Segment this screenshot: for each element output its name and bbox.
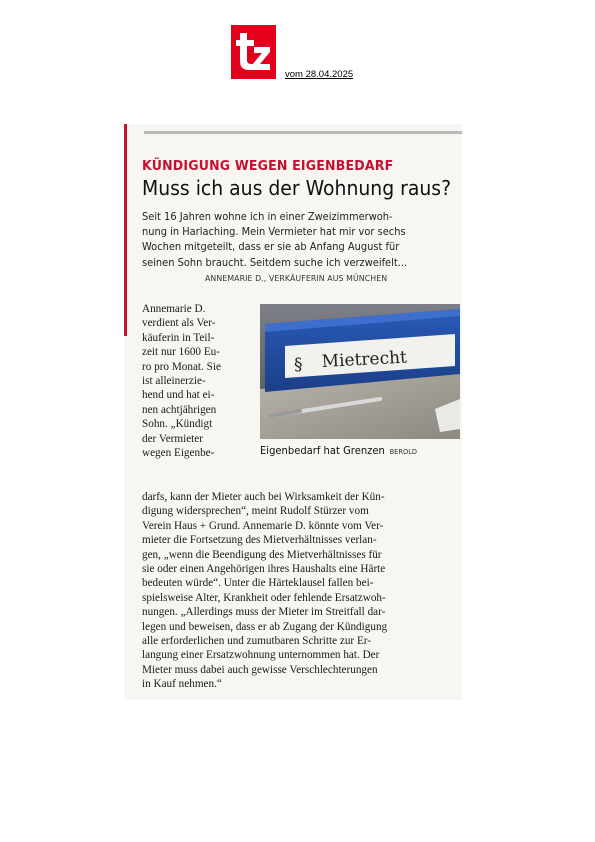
body-line: Mieter muss dabei auch gewisse Verschlechterungen	[142, 663, 378, 676]
publication-date: vom 28.04.2025	[285, 69, 354, 80]
body-line: in Kauf nehmen.“	[142, 678, 222, 691]
body-line: mieter die Fortsetzung des Mietverhältnisses verlan-	[142, 534, 377, 547]
body-line: käuferin in Teil-	[142, 331, 215, 344]
body-line: ist alleinerzie-	[142, 375, 206, 388]
accent-bar	[124, 124, 127, 336]
body-line: sie oder einen Angehörigen ihres Haushalts eine Härte	[142, 563, 386, 576]
body-line: langung einer Ersatzwohnung unternommen hat. Der	[142, 649, 380, 662]
body-line: gen, „wenn die Beendigung des Mietverhältnisses für	[142, 548, 382, 561]
body-line: nen achtjährigen	[142, 403, 217, 416]
body-line: ro pro Monat. Sie	[142, 360, 221, 373]
lead-line: seinen Sohn braucht. Seitdem suche ich verzweifelt...	[142, 256, 408, 269]
body-line: digung widersprechen“, meint Rudolf Stürzer vom	[142, 505, 369, 518]
body-line: darfs, kann der Mieter auch bei Wirksamkeit der Kün-	[142, 491, 385, 503]
body-line: Annemarie D.	[142, 303, 206, 315]
body-line: spielsweise Alter, Krankheit oder fehlende Ersatzwoh-	[142, 591, 386, 604]
lead-line: nung in Harlaching. Mein Vermieter hat mir vor sechs	[142, 226, 406, 239]
body-line: der Vermieter	[142, 432, 203, 445]
body-text-column	[142, 302, 252, 460]
lead-line: Wochen mitgeteilt, dass er sie ab Anfang August für	[142, 241, 400, 254]
body-line: Verein Haus + Grund. Annemarie D. könnte vom Ver-	[142, 519, 384, 532]
caption-text: Eigenbedarf hat Grenzen	[260, 445, 385, 457]
body-line: nungen. „Allerdings muss der Mieter im Streitfall dar-	[142, 606, 386, 619]
body-line: alle erforderlichen und zumutbaren Schritte zur Er-	[142, 635, 372, 648]
body-line: wegen Eigenbe-	[142, 447, 215, 460]
photo-credit: BEROLD	[389, 448, 418, 456]
article-headline: Muss ich aus der Wohnung raus?	[142, 176, 452, 200]
body-line: hend und hat ei-	[142, 389, 215, 402]
folder-label: Mietrecht	[321, 347, 408, 372]
paragraph-sign: §	[294, 355, 303, 375]
body-text-full-width	[142, 490, 460, 692]
body-line: zeit nur 1600 Eu-	[142, 346, 220, 359]
reader-credit: ANNEMARIE D., VERKÄUFERIN AUS MÜNCHEN	[205, 274, 388, 283]
body-line: bedeuten würde“. Unter die Härteklausel fallen bei-	[142, 577, 374, 590]
lead-line: Seit 16 Jahren wohne ich in einer Zweizimmerwoh-	[142, 211, 393, 223]
body-line: Sohn. „Kündigt	[142, 418, 213, 431]
mietrecht-folder-image	[260, 304, 460, 439]
tz-logo-mark	[231, 25, 276, 79]
reader-question	[142, 210, 472, 271]
body-line: verdient als Ver-	[142, 317, 216, 330]
photo-caption	[260, 445, 417, 457]
article-photo	[260, 304, 460, 439]
tz-logo	[231, 25, 276, 79]
top-rule	[144, 131, 462, 134]
body-line: legen und beweisen, dass er ab Zugang der Kündigung	[142, 620, 388, 633]
article-kicker: KÜNDIGUNG WEGEN EIGENBEDARF	[142, 158, 394, 174]
